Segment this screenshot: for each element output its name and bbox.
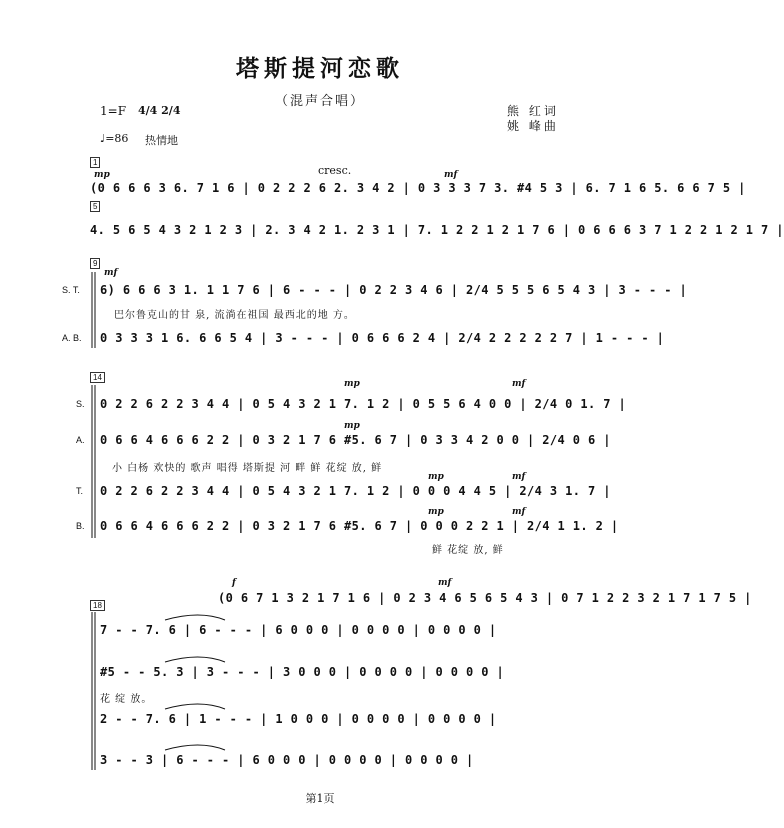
dynamic-mp: mp xyxy=(428,472,444,482)
dynamic-mf: mf xyxy=(444,170,458,180)
system4-instrumental-notes: (0 6 7 1 3 2 1 7 1 6 | 0 2 3 4 6 5 6 5 4 3 | 0 7 1 2 2 3 2 1 7 1 7 5 | xyxy=(218,591,752,605)
dynamic-mf: mf xyxy=(512,507,526,517)
dynamic-mf: mf xyxy=(512,379,526,389)
part-label-s: S. xyxy=(76,399,85,409)
time-signature: 4/4 2/4 xyxy=(138,104,181,117)
expression-marking: 热情地 xyxy=(145,134,178,147)
dynamic-mf: mf xyxy=(512,472,526,482)
system3-t-notes: 0 2 2 6 2 2 3 4 4 | 0 5 4 3 2 1 7. 1 2 | 0 0 0 4 4 5 | 2/4 3 1. 7 | xyxy=(100,484,611,498)
part-label-t: T. xyxy=(76,486,84,496)
measure-number-18: 18 xyxy=(90,600,105,611)
measure-number-9: 9 xyxy=(90,258,100,269)
dynamic-cresc: cresc. xyxy=(318,164,352,177)
system2-ab-notes: 0 3 3 3 1 6. 6 6 5 4 | 3 - - - | 0 6 6 6 2 4 | 2/4 2 2 2 2 2 7 | 1 - - - | xyxy=(100,331,665,345)
part-label-st: S. T. xyxy=(62,285,80,295)
page-number: 第1页 xyxy=(305,792,335,805)
song-subtitle: （混声合唱） xyxy=(274,94,365,109)
system1-row2-notes: 4. 5 6 5 4 3 2 1 2 3 | 2. 3 4 2 1. 2 3 1 | 7. 1 2 2 1 2 1 7 6 | 0 6 6 6 3 7 1 2 2 1 2 1 7 | xyxy=(90,223,784,237)
crescendo-hairpin-4 xyxy=(165,745,225,750)
system4-lyrics: 花 绽 放。 xyxy=(100,694,153,705)
dynamic-mp: mp xyxy=(344,379,360,389)
lyricist-credit: 熊 红词 xyxy=(507,104,559,118)
dynamic-mp: mp xyxy=(428,507,444,517)
system4-part4-notes: 3 - - 3 | 6 - - - | 6 0 0 0 | 0 0 0 0 | 0 0 0 0 | xyxy=(100,753,474,767)
system3-b-notes: 0 6 6 4 6 6 6 2 2 | 0 3 2 1 7 6 #5. 6 7 | 0 0 0 2 2 1 | 2/4 1 1. 2 | xyxy=(100,519,619,533)
system3-a-notes: 0 6 6 4 6 6 6 2 2 | 0 3 2 1 7 6 #5. 6 7 | 0 3 3 4 2 0 0 | 2/4 0 6 | xyxy=(100,433,611,447)
system2-lyrics: 巴尔鲁克山的甘 泉, 流淌在祖国 最西北的地 方。 xyxy=(114,310,355,321)
crescendo-hairpin-3 xyxy=(165,704,225,709)
song-title: 塔斯提河恋歌 xyxy=(236,55,404,82)
part-label-a: A. xyxy=(76,435,85,445)
measure-number-5: 5 xyxy=(90,201,100,212)
system4-part2-notes: #5 - - 5. 3 | 3 - - - | 3 0 0 0 | 0 0 0 0 | 0 0 0 0 | xyxy=(100,665,505,679)
system3-lyrics-2: 鲜 花绽 放, 鲜 xyxy=(432,545,504,556)
dynamic-mp: mp xyxy=(94,170,110,180)
dynamic-f: f xyxy=(232,578,236,588)
measure-number-1: 1 xyxy=(90,157,100,168)
system2-st-notes: 6) 6 6 6 3 1. 1 1 7 6 | 6 - - - | 0 2 2 3 4 6 | 2/4 5 5 5 6 5 4 3 | 3 - - - | xyxy=(100,283,688,297)
tempo-marking: ♩=86 xyxy=(100,132,129,145)
system3-lyrics-1: 小 白杨 欢快的 歌声 唱得 塔斯提 河 畔 鲜 花绽 放, 鲜 xyxy=(112,463,383,474)
key-signature: 1=F xyxy=(100,104,127,118)
part-label-ab: A. B. xyxy=(62,333,82,343)
system1-row1-notes: (0 6 6 6 3 6. 7 1 6 | 0 2 2 2 6 2. 3 4 2 | 0 3 3 3 7 3. #4 5 3 | 6. 7 1 6 5. 6 6 7 5 | xyxy=(90,181,746,195)
part-label-b: B. xyxy=(76,521,85,531)
system3-s-notes: 0 2 2 6 2 2 3 4 4 | 0 5 4 3 2 1 7. 1 2 | 0 5 5 6 4 0 0 | 2/4 0 1. 7 | xyxy=(100,397,627,411)
measure-number-14: 14 xyxy=(90,372,105,383)
dynamic-mp: mp xyxy=(344,421,360,431)
dynamic-mf: mf xyxy=(104,268,118,278)
system4-part3-notes: 2 - - 7. 6 | 1 - - - | 1 0 0 0 | 0 0 0 0 | 0 0 0 0 | xyxy=(100,712,497,726)
crescendo-hairpin-1 xyxy=(165,615,225,620)
composer-credit: 姚 峰曲 xyxy=(507,119,559,133)
system4-part1-notes: 7 - - 7. 6 | 6 - - - | 6 0 0 0 | 0 0 0 0 | 0 0 0 0 | xyxy=(100,623,497,637)
crescendo-hairpin-2 xyxy=(165,657,225,662)
dynamic-mf: mf xyxy=(438,578,452,588)
